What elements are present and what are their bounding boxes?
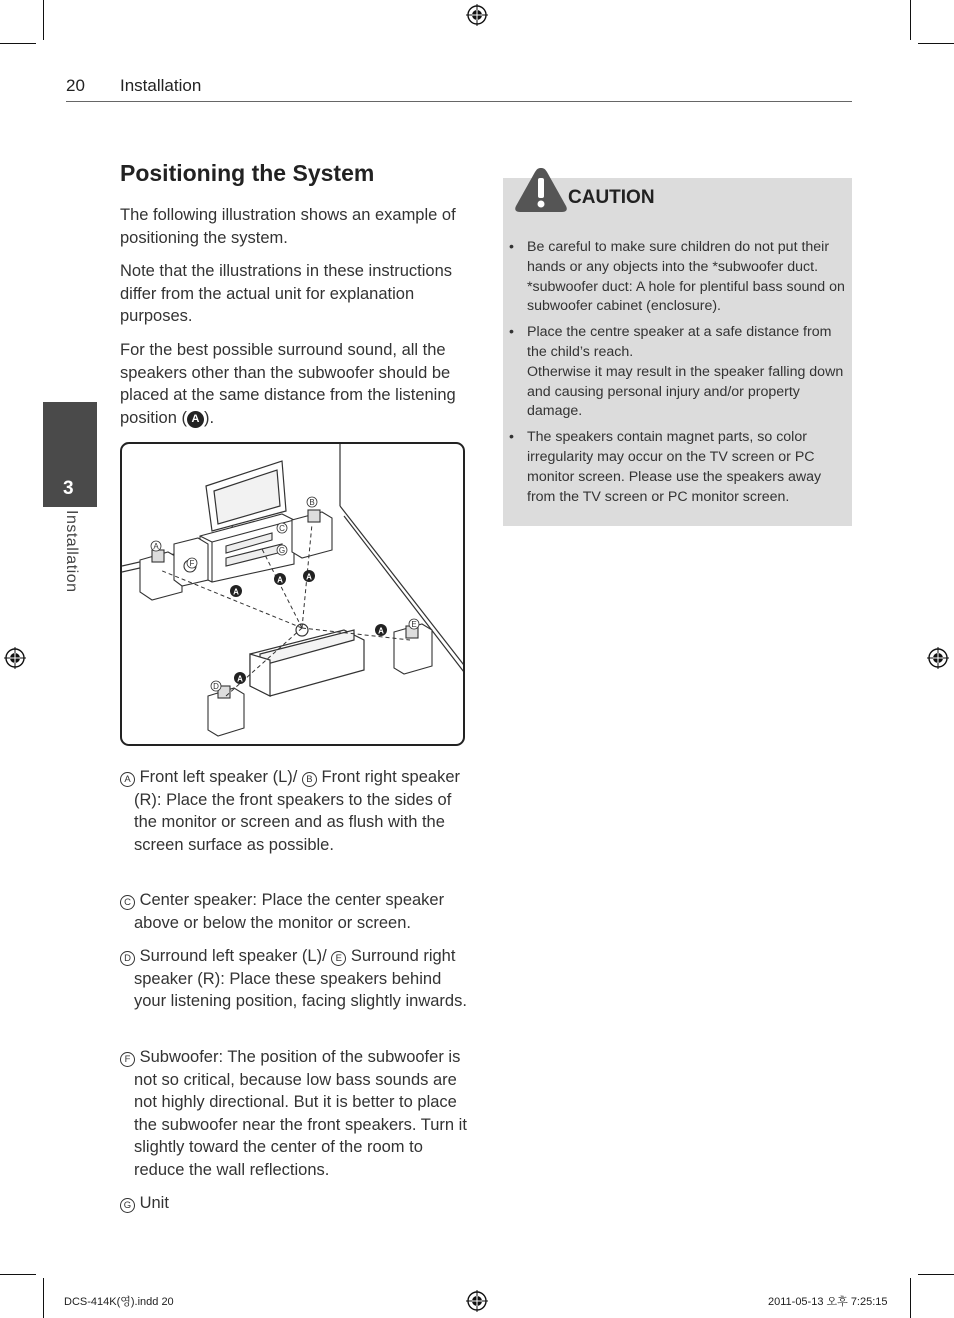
legend-front-description: (R): Place the front speakers to the sides of the monitor or screen and as flush with the screen surface as possible. [134, 790, 452, 854]
legend-unit [120, 1192, 470, 1215]
speaker-placement-diagram [120, 442, 465, 746]
legend-subwoofer [120, 1046, 470, 1181]
chapter-label [44, 512, 98, 632]
legend-marker-b: B [302, 772, 317, 787]
intro-paragraph: The following illustration shows an example of positioning the system. [120, 206, 456, 247]
warning-icon [514, 166, 568, 214]
registration-mark-icon [927, 647, 949, 669]
legend-marker-f: F [120, 1052, 135, 1067]
chapter-number: 3 [63, 478, 74, 499]
crop-mark [0, 1274, 36, 1275]
crop-mark [910, 0, 911, 40]
legend-surround-speakers [120, 945, 470, 1013]
page-title: Positioning the System [120, 160, 375, 186]
chapter-label-text: Installation [63, 510, 80, 593]
surround-left-speaker-illustration [208, 686, 244, 736]
label-f: F [189, 559, 195, 568]
surround-right-speaker-illustration [394, 624, 432, 674]
caution-item [506, 428, 848, 507]
caution-item-note: *subwoofer duct: A hole for plentiful bass sound on subwoofer cabinet (enclosure). [527, 278, 845, 315]
crop-mark [910, 1278, 911, 1318]
legend-front-right-text: Front right speaker [321, 768, 460, 786]
header-divider [66, 101, 852, 102]
svg-text:A: A [306, 572, 312, 582]
svg-text:A: A [378, 626, 384, 636]
label-g: G [278, 546, 286, 555]
legend-center-speaker [120, 889, 470, 934]
caution-item-text: Place the centre speaker at a safe distance from the child’s reach. [527, 324, 832, 360]
legend-unit-text: Unit [139, 1194, 169, 1212]
crop-mark [43, 1278, 44, 1318]
label-d: D [213, 682, 219, 691]
speaker-placement-illustration [122, 444, 465, 746]
caution-item [506, 238, 848, 317]
caution-item-text: The speakers contain magnet parts, so color irregularity may occur on the TV screen or PC monitor screen. Please use the speakers away from the TV screen or PC monitor screen. [527, 429, 822, 505]
label-c: C [279, 524, 285, 533]
registration-mark-icon [466, 4, 488, 26]
sofa-illustration [250, 624, 364, 696]
legend-marker-g: G [120, 1198, 135, 1213]
registration-mark-icon [466, 1290, 488, 1312]
page-number: 20 [66, 76, 85, 95]
legend-marker-e: E [331, 951, 346, 966]
legend-front-speakers [120, 766, 470, 856]
legend-marker-c: C [120, 895, 135, 910]
legend-marker-a: A [120, 772, 135, 787]
crop-mark [918, 43, 954, 44]
bullet-icon: • [509, 429, 514, 446]
front-right-speaker-illustration [292, 510, 332, 558]
svg-text:A: A [237, 674, 243, 684]
bullet-icon: • [509, 239, 514, 255]
surround-paragraph-end: ). [203, 408, 215, 427]
legend-marker-d: D [120, 951, 135, 966]
legend-surround-description: speaker (R): Place these speakers behind your listening position, facing slightly inwards. [134, 969, 467, 1010]
caution-item-note: Otherwise it may result in the speaker falling down and causing personal injury and/or property damage. [527, 363, 844, 420]
legend-surround-right-text: Surround right [350, 947, 456, 965]
legend-subwoofer-description: not so critical, because low bass sounds are not highly directional. But it is better to place the subwoofer near the front speakers. Turn it slightly toward the center of the room to reduce the wall reflections. [134, 1070, 467, 1179]
bullet-icon: • [509, 324, 514, 341]
footer-timestamp: 2011-05-13 오후 7:25:15 [768, 1296, 888, 1308]
svg-text:A: A [233, 587, 239, 597]
note-paragraph: Note that the illustrations in these instructions differ from the actual unit for explanation purposes. [120, 262, 453, 325]
listening-position-marker: A [187, 411, 204, 428]
legend-center-text: Center speaker: Place the center speaker [139, 891, 445, 909]
caution-item-text: Be careful to make sure children do not put their hands or any objects into the *subwoofer duct. [527, 239, 830, 275]
registration-mark-icon [4, 647, 26, 669]
surround-paragraph-text: For the best possible surround sound, all the speakers other than the subwoofer should be placed at the same distance from the listening position ( [120, 341, 456, 427]
footer-file-info: DCS-414K(영).indd 20 [64, 1296, 174, 1308]
legend-subwoofer-text: Subwoofer: The position of the subwoofer is [139, 1048, 461, 1066]
legend-front-left-text: Front left speaker (L)/ [139, 768, 298, 786]
svg-text:A: A [277, 575, 283, 585]
crop-mark [918, 1274, 954, 1275]
label-e: E [411, 620, 417, 629]
surround-paragraph [120, 339, 468, 429]
crop-mark [43, 0, 44, 40]
crop-mark [0, 43, 36, 44]
legend-center-description: above or below the monitor or screen. [134, 913, 411, 932]
section-name: Installation [120, 76, 202, 95]
caution-item [506, 323, 848, 422]
label-b: B [309, 498, 315, 507]
legend-surround-left-text: Surround left speaker (L)/ [139, 947, 327, 965]
caution-title: CAUTION [568, 187, 655, 208]
caution-list [506, 238, 848, 513]
label-a: A [153, 542, 159, 551]
